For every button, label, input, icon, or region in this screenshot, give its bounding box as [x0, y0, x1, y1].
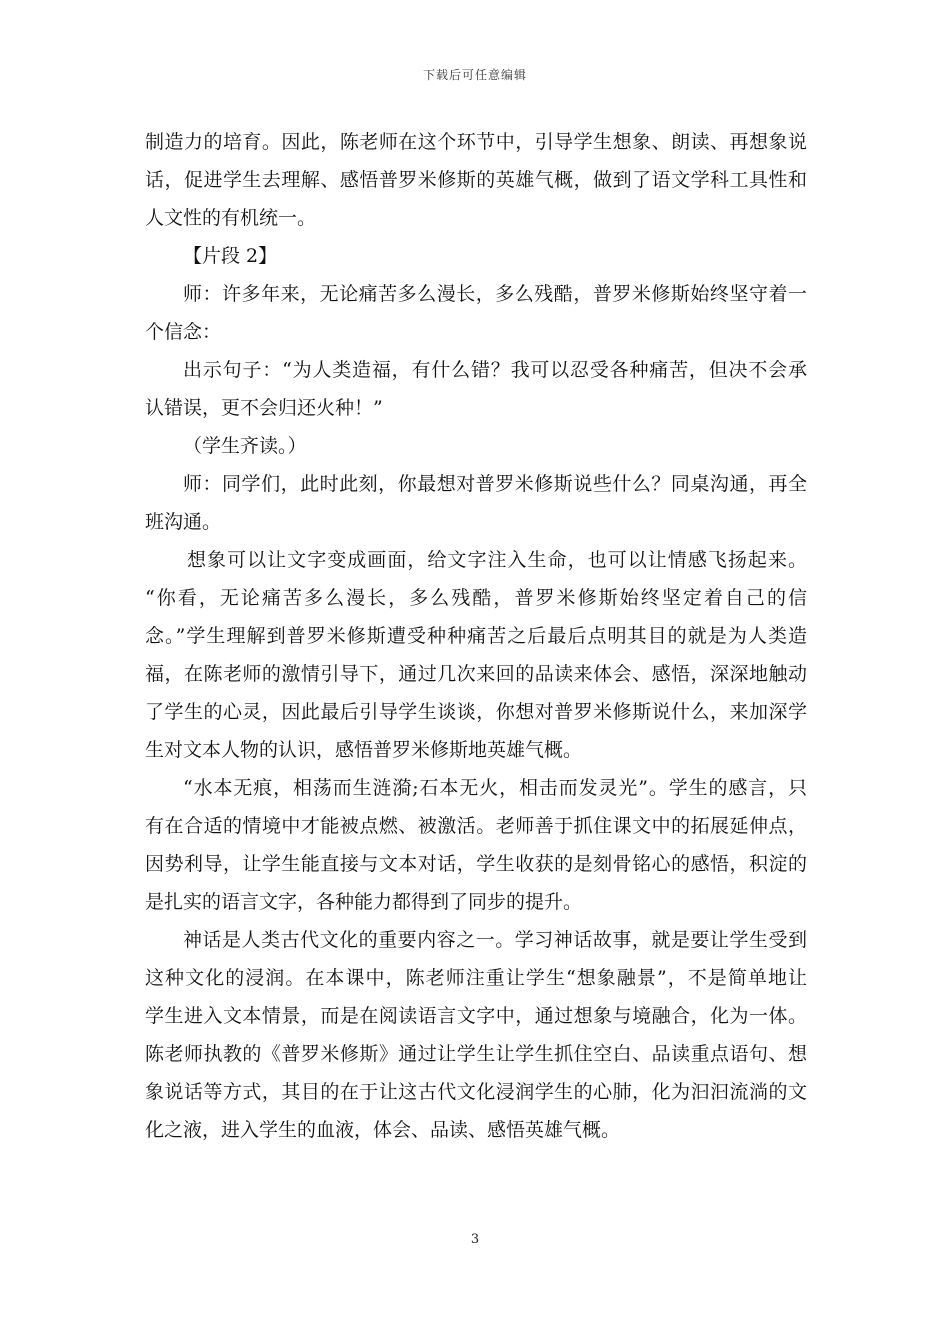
- text-line: 制造力的培育。因此，陈老师在这个环节中，引导学生想象、朗读、再想象说: [145, 131, 807, 153]
- text-line: 人文性的有机统一。: [145, 207, 317, 229]
- text-line: 因势利导，让学生能直接与文本对话，学生收获的是刻骨铭心的感悟，积淀的: [145, 853, 807, 875]
- document-body: [145, 123, 807, 1149]
- text-line: 念。”学生理解到普罗米修斯遭受种种痛苦之后最后点明其目的就是为人类造: [145, 625, 807, 647]
- text-line: 了学生的心灵，因此最后引导学生谈谈，你想对普罗米修斯说什么，来加深学: [145, 701, 807, 723]
- page-number: 3: [470, 1232, 480, 1247]
- text-line: 有在合适的情境中才能被点燃、被激活。老师善于抓住课文中的拓展延伸点，: [145, 815, 807, 837]
- text-line: 出示句子：“为人类造福，有什么错？我可以忍受各种痛苦，但决不会承: [183, 359, 807, 381]
- text-line: 师：许多年来，无论痛苦多么漫长，多么残酷，普罗米修斯始终坚守着一: [183, 283, 807, 305]
- text-line: （学生齐读。）: [183, 435, 307, 457]
- text-line: 个信念：: [145, 321, 222, 343]
- text-line: 师：同学们，此时此刻，你最想对普罗米修斯说些什么？同桌沟通，再全: [183, 473, 807, 495]
- text-line: 福，在陈老师的激情引导下，通过几次来回的品读来体会、感悟，深深地触动: [145, 663, 807, 685]
- text-line: 学生进入文本情景，而是在阅读语言文字中，通过想象与境融合，化为一体。: [145, 1005, 807, 1027]
- text-line: 认错误，更不会归还火种！”: [145, 397, 383, 419]
- section-heading: 【片段 2】: [183, 245, 278, 267]
- text-line: 是扎实的语言文字，各种能力都得到了同步的提升。: [145, 891, 583, 913]
- text-line: 象说话等方式，其目的在于让这古代文化浸润学生的心肺，化为汩汩流淌的文: [145, 1081, 807, 1103]
- text-line: 这种文化的浸润。在本课中，陈老师注重让学生“想象融景”，不是简单地让: [145, 967, 807, 989]
- text-line: 想象可以让文字变成画面，给文字注入生命，也可以让情感飞扬起来。: [187, 549, 807, 571]
- text-line: “水本无痕，相荡而生涟漪;石本无火，相击而发灵光”。学生的感言，只: [183, 777, 807, 799]
- page-header: 下载后可任意编辑: [422, 68, 527, 82]
- text-line: 陈老师执教的《普罗米修斯》通过让学生让学生抓住空白、品读重点语句、想: [145, 1043, 807, 1065]
- text-line: 化之液，进入学生的血液，体会、品读、感悟英雄气概。: [145, 1119, 621, 1141]
- text-line: 神话是人类古代文化的重要内容之一。学习神话故事，就是要让学生受到: [183, 929, 807, 951]
- text-line: “你看，无论痛苦多么漫长，多么残酷，普罗米修斯始终坚定着自己的信: [145, 587, 807, 609]
- text-line: 话，促进学生去理解、感悟普罗米修斯的英雄气概，做到了语文学科工具性和: [145, 169, 807, 191]
- text-line: 生对文本人物的认识，感悟普罗米修斯地英雄气概。: [145, 739, 583, 761]
- text-line: 班沟通。: [145, 511, 222, 533]
